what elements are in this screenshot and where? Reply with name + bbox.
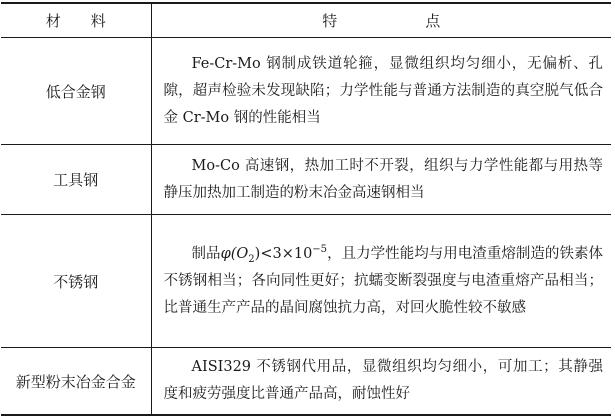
- material-cell: 新型粉末冶金合金: [1, 348, 151, 416]
- formula-superscript: −5: [312, 243, 328, 255]
- features-text-post: ，且力学性能均与用电渣重熔制造的铁素体不锈钢相当；各向同性更好；抗蠕变断裂强度与电渣重熔产品相当；比普通生产产品的晶间腐蚀抗力高，对回火脆性较不敏感: [163, 245, 604, 316]
- header-material: 材料: [1, 3, 151, 38]
- features-cell: [151, 348, 611, 416]
- material-cell: 工具钢: [1, 145, 151, 215]
- features-cell: [151, 145, 611, 215]
- material-cell: 低合金钢: [1, 38, 151, 145]
- features-text: Fe-Cr-Mo 钢制成铁道轮箍，显微组织均匀细小，无偏析、孔隙，超声检验未发现缺陷；力学性能与普通方法制造的真空脱气低合金 Cr-Mo 钢的性能相当: [163, 55, 603, 126]
- material-cell: 不锈钢: [1, 215, 151, 348]
- features-text: AISI329 不锈钢代用品，显微组织均匀细小，可加工；其静强度和疲劳强度比普通产品高，耐蚀性好: [163, 359, 603, 402]
- table-row: [1, 348, 611, 416]
- features-cell: [151, 215, 611, 348]
- table-row: [1, 38, 611, 145]
- materials-table-container: [1, 2, 611, 410]
- header-features: 特点: [151, 3, 611, 38]
- features-text-pre: 制品: [191, 245, 221, 262]
- table-row: [1, 215, 611, 348]
- table-header-row: [1, 3, 611, 38]
- features-text: Mo-Co 高速钢，热加工时不开裂，组织与力学性能都与用热等静压加热加工制造的粉末冶金高速钢相当: [163, 157, 603, 201]
- formula-phi: φ(O: [220, 245, 249, 262]
- materials-features-table: [1, 2, 611, 416]
- formula-subscript: 2: [248, 253, 255, 265]
- features-cell: [151, 38, 611, 145]
- table-row: [1, 145, 611, 215]
- formula-mid: )<3×10: [254, 245, 313, 262]
